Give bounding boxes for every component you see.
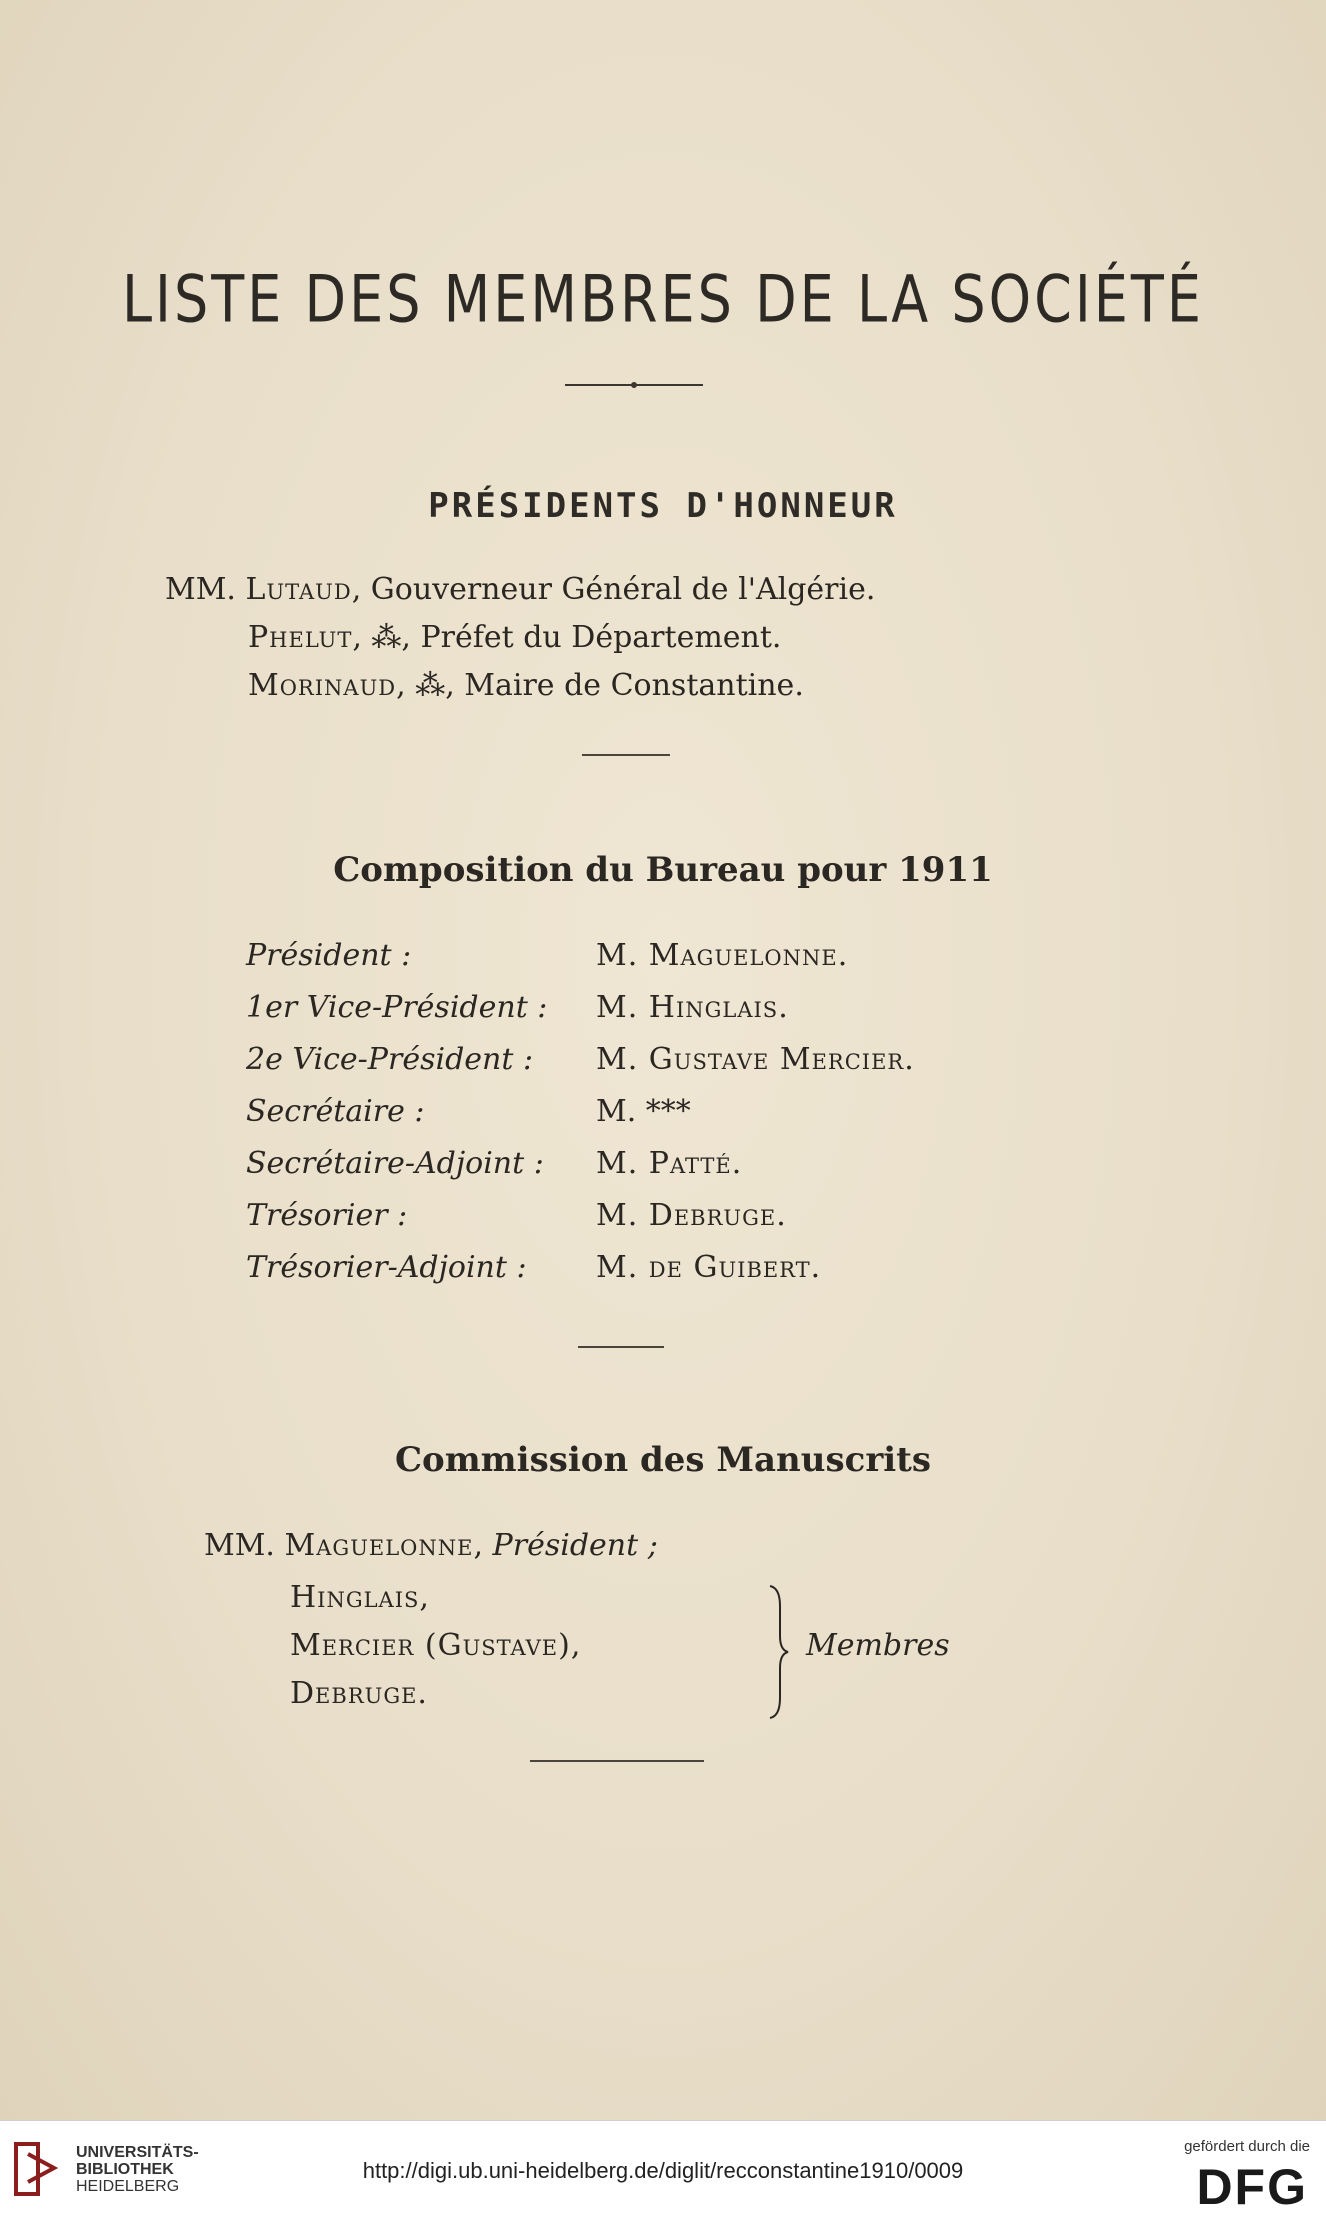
bureau-member-3: M. Gustave Mercier. — [596, 1042, 915, 1077]
honneur-text-1: , Gouverneur Général de l'Algérie. — [351, 572, 876, 607]
bureau-role-2: 1er Vice-Président : — [246, 990, 548, 1025]
bureau-member-5: M. Patté. — [596, 1146, 743, 1181]
honneur-prefix: MM. — [165, 572, 236, 607]
honneur-name-2: Phelut — [248, 620, 353, 655]
divider-2 — [578, 1346, 664, 1348]
logo-line-1: UNIVERSITÄTS- — [76, 2144, 199, 2161]
bureau-role-1: Président : — [246, 938, 412, 973]
commission-member-2: Mercier (Gustave), — [290, 1628, 582, 1663]
honneur-line-3 — [248, 668, 804, 703]
logo-line-2: BIBLIOTHEK — [76, 2161, 174, 2178]
honneur-text-3: , ⁂, Maire de Constantine. — [396, 668, 804, 703]
bureau-member-2: M. Hinglais. — [596, 990, 789, 1025]
honneur-text-2: , ⁂, Préfet du Département. — [352, 620, 782, 655]
honneur-line-1 — [165, 572, 875, 607]
commission-president-name: Maguelonne — [284, 1528, 474, 1563]
honneur-name-1: Lutaud — [245, 572, 352, 607]
commission-member-3: Debruge. — [290, 1676, 428, 1711]
brace-icon — [762, 1582, 792, 1722]
honneur-name-3: Morinaud — [248, 668, 397, 703]
bureau-role-7: Trésorier-Adjoint : — [246, 1250, 527, 1285]
ornament-divider — [565, 378, 703, 392]
dfg-logo: DFG — [1196, 2159, 1308, 2215]
commission-prefix: MM. — [204, 1528, 275, 1563]
bureau-member-7: M. de Guibert. — [596, 1250, 822, 1285]
bureau-role-3: 2e Vice-Président : — [246, 1042, 534, 1077]
bureau-role-4: Secrétaire : — [246, 1094, 425, 1129]
commission-member-1: Hinglais, — [290, 1580, 430, 1615]
commission-president-role: Président ; — [492, 1528, 658, 1563]
funding-note: gefördert durch die — [1184, 2138, 1310, 2155]
commission-members-label: Membres — [806, 1628, 950, 1663]
bureau-member-1: M. Maguelonne. — [596, 938, 849, 973]
bureau-role-5: Secrétaire-Adjoint : — [246, 1146, 544, 1181]
bureau-member-6: M. Debruge. — [596, 1198, 787, 1233]
honneur-line-2 — [248, 620, 781, 655]
commission-heading: Commission des Manuscrits — [394, 1440, 932, 1480]
divider-1 — [582, 754, 670, 756]
logo-line-3: HEIDELBERG — [76, 2178, 180, 2195]
page-title: LISTE DES MEMBRES DE LA SOCIÉTÉ — [121, 261, 1205, 338]
bureau-member-4: M. *** — [596, 1094, 691, 1129]
bureau-role-6: Trésorier : — [246, 1198, 408, 1233]
bureau-heading: Composition du Bureau pour 1911 — [333, 850, 993, 890]
commission-president-line: MM. Maguelonne, Président ; — [204, 1528, 658, 1563]
permalink-url[interactable]: http://digi.ub.uni-heidelberg.de/diglit/recconstantine1910/0009 — [362, 2158, 964, 2183]
divider-3 — [530, 1760, 704, 1762]
honneur-heading: PRÉSIDENTS D'HONNEUR — [428, 486, 898, 526]
